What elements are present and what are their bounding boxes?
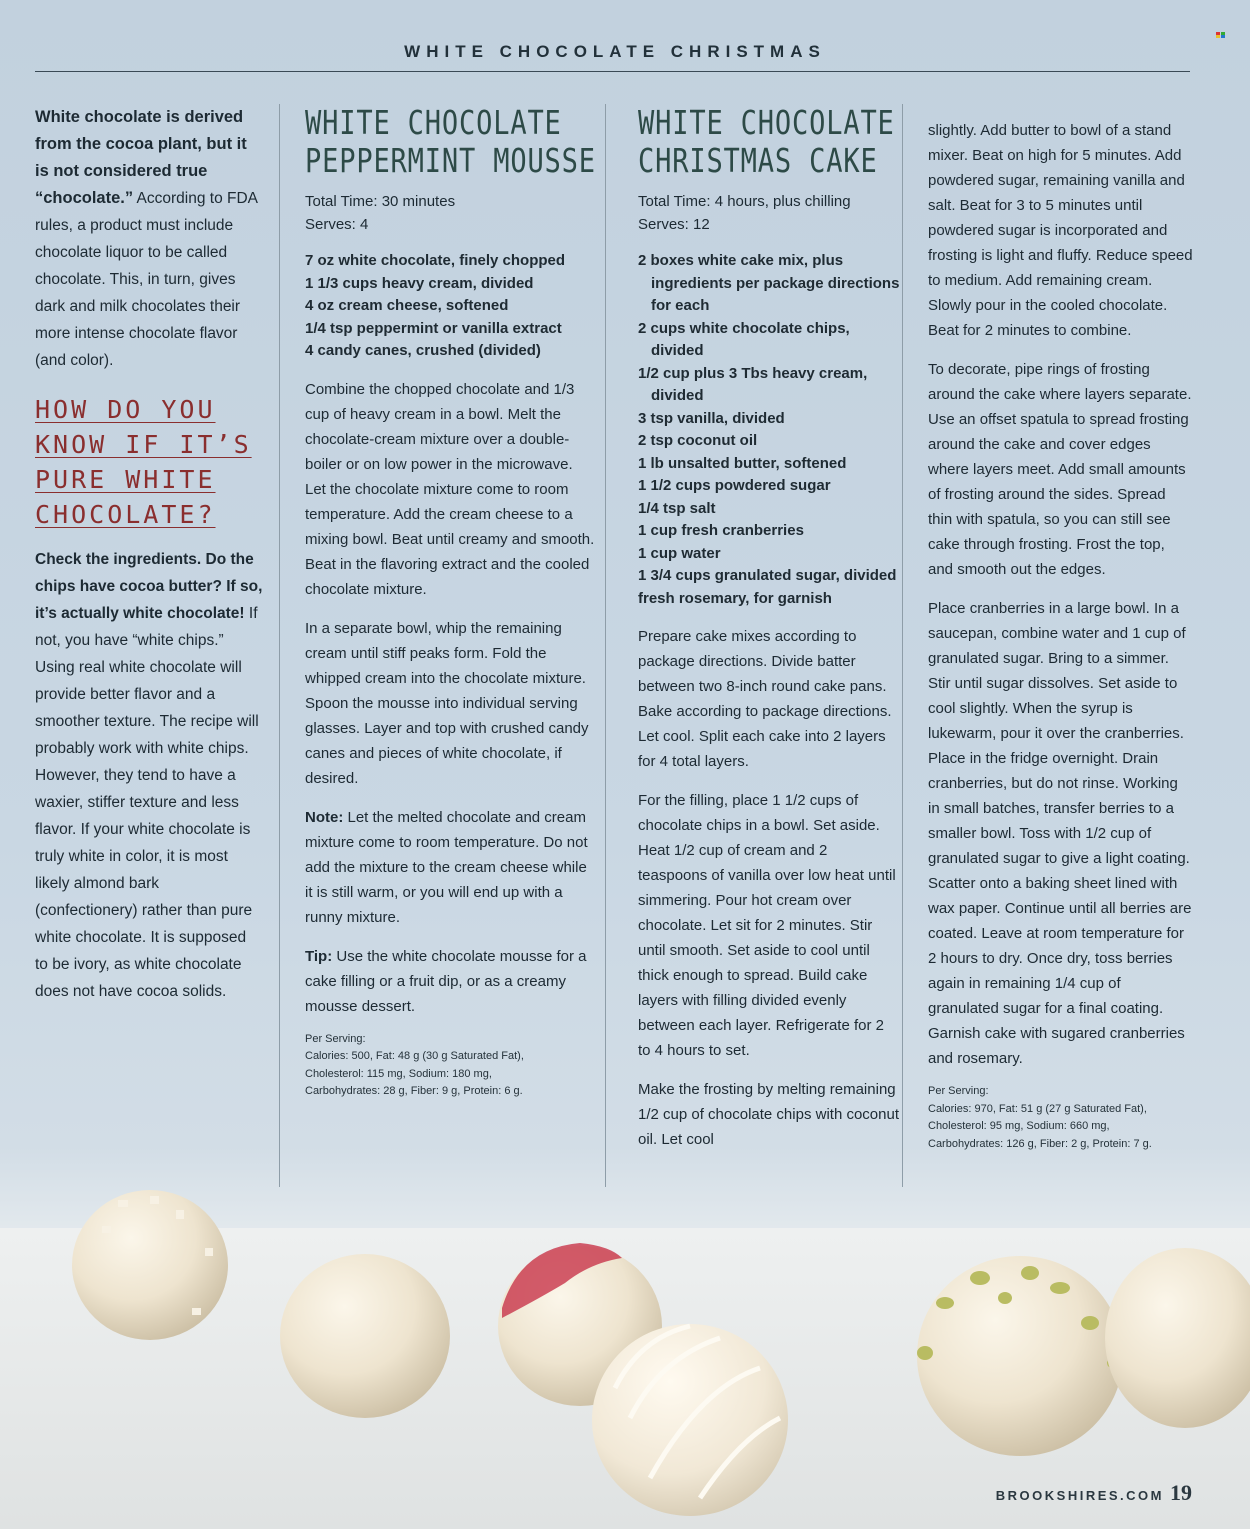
instruction-step: slightly. Add butter to bowl of a stand mixer. Beat on high for 5 minutes. Add powdered sugar, remaining vanilla and salt. Beat for 3 to 5 minutes until powdered sugar is incorporated and frosting is light and fluffy. Reduce speed to medium. Add remaining cream. Slowly pour in the cooled chocolate. Beat for 2 minutes to combine. xyxy=(928,122,1193,339)
answer-bold-text: Check the ingredients. Do the chips have cocoa butter? If so, it’s actually white chocolate! xyxy=(35,551,263,622)
recipe-title-line: WHITE CHOCOLATE xyxy=(305,103,562,142)
section-title: WHITE CHOCOLATE CHRISTMAS xyxy=(404,42,826,61)
instruction-step: Combine the chopped chocolate and 1/3 cup of heavy cream in a bowl. Melt the chocolate-cream mixture over a double-boiler or on low power in the microwave. Let the chocolate mixture come to room temperature. Add the cream cheese to a mixing bowl. Beat until creamy and smooth. Beat in the flavoring extract and the cooled chocolate mixture. xyxy=(305,380,595,598)
ingredient-item: 2 cups white chocolate chips, divided xyxy=(638,319,850,359)
page-number: 19 xyxy=(1170,1480,1192,1505)
tip-text: Use the white chocolate mousse for a cake filling or a fruit dip, or as a creamy mousse dessert. xyxy=(305,947,587,1015)
nutrition-info xyxy=(305,1031,595,1101)
ingredient-item: 1/4 tsp salt xyxy=(638,499,716,517)
ingredient-list xyxy=(305,250,595,363)
nutrition-line: Per Serving: xyxy=(305,1032,366,1045)
serves: Serves: 4 xyxy=(305,216,369,233)
nutrition-line: Calories: 500, Fat: 48 g (30 g Saturated Fat), xyxy=(305,1050,524,1062)
ingredient-item: 1 cup water xyxy=(638,544,721,562)
footer-site: BROOKSHIRES.COM xyxy=(995,1488,1164,1503)
ingredient-item: 1 lb unsalted butter, softened xyxy=(638,454,847,472)
truffles-photo xyxy=(0,1188,1250,1529)
cake-recipe-continued xyxy=(928,104,1193,1153)
recipe-title xyxy=(305,103,596,180)
ingredient-item: 3 tsp vanilla, divided xyxy=(638,409,785,427)
recipe-meta xyxy=(305,190,595,236)
page-footer xyxy=(996,1480,1192,1506)
sidebar-column xyxy=(35,104,263,1005)
total-time: Total Time: 4 hours, plus chilling xyxy=(638,193,851,210)
answer-text: If not, you have “white chips.” Using real white chocolate will provide better flavor and a smoother texture. The recipe will probably work with white chips. However, they tend to have a waxier, stiffer texture and less flavor. If your white chocolate is truly white in color, it is most likely almond bark (confectionery) rather than pure white chocolate. It is supposed to be ivory, as white chocolate does not have cocoa solids. xyxy=(35,605,259,1000)
instruction-step: Make the frosting by melting remaining 1/2 cup of chocolate chips with coconut oil. Let cool xyxy=(638,1081,899,1148)
recipe-meta xyxy=(638,190,900,236)
tip-label: Tip: xyxy=(305,947,333,965)
ingredient-item: 1 cup fresh cranberries xyxy=(638,522,804,539)
nutrition-line: Carbohydrates: 126 g, Fiber: 2 g, Protein: 7 g. xyxy=(928,1137,1152,1150)
brand-logo-icon xyxy=(1216,32,1226,38)
nutrition-line: Cholesterol: 115 mg, Sodium: 180 mg, xyxy=(305,1067,492,1080)
recipe-title-line: CHRISTMAS CAKE xyxy=(638,141,878,180)
instruction-step: To decorate, pipe rings of frosting around the cake where layers separate. Use an offset spatula to spread frosting around the cake and cover edges where layers meet. Add small amounts of frosting around the sides. Spread thin with spatula, so you can still see cake through frosting. Frost the top, and smooth out the edges. xyxy=(928,361,1192,578)
ingredient-item: 1/2 cup plus 3 Tbs heavy cream, divided xyxy=(638,364,868,404)
ingredient-item: 4 candy canes, crushed (divided) xyxy=(305,342,541,359)
nutrition-line: Cholesterol: 95 mg, Sodium: 660 mg, xyxy=(928,1120,1110,1132)
ingredient-item: 4 oz cream cheese, softened xyxy=(305,297,509,314)
instruction-step: Place cranberries in a large bowl. In a saucepan, combine water and 1 cup of granulated sugar. Bring to a simmer. Stir until sugar dissolves. Set aside to cool slightly. When the syrup is lukewarm, pour it over the cranberries. Place in the fridge overnight. Drain cranberries, but do not rinse. Working in small batches, transfer berries to a smaller bowl. Toss with 1/2 cup of granulated sugar to give a light coating. Scatter onto a baking sheet lined with wax paper. Continue until all berries are coated. Leave at room temperature for 2 hours to dry. Once dry, toss berries again in remaining 1/4 cup of granulated sugar for a final coating. Garnish cake with sugared cranberries and rosemary. xyxy=(928,600,1192,1067)
ingredient-item: fresh rosemary, for garnish xyxy=(638,589,832,607)
column-divider xyxy=(279,104,280,1187)
note-label: Note: xyxy=(305,808,344,826)
ingredient-item: 7 oz white chocolate, finely chopped xyxy=(305,252,566,269)
instruction-step: In a separate bowl, whip the remaining cream until stiff peaks form. Fold the whipped cream into the chocolate mixture. Spoon the mousse into individual serving glasses. Layer and top with crushed candy canes and pieces of white chocolate, if desired. xyxy=(305,619,589,787)
instruction-step: Prepare cake mixes according to package directions. Divide batter between two 8-inch round cake pans. Bake according to package directions. Let cool. Split each cake into 2 layers for 4 total layers. xyxy=(638,628,892,770)
ingredient-item: 1 1/2 cups powdered sugar xyxy=(638,477,831,494)
sidebar-heading: HOW DO YOU KNOW IF IT’S PURE WHITE CHOCOLATE? xyxy=(35,395,252,529)
recipe-title xyxy=(638,103,895,180)
nutrition-line: Per Serving: xyxy=(928,1085,989,1097)
ingredient-item: 2 tsp coconut oil xyxy=(638,432,758,449)
intro-text: According to FDA rules, a product must include chocolate liquor to be called chocolate. This, in turn, gives dark and milk chocolates their more intense chocolate flavor (and color). xyxy=(35,190,258,369)
intro-paragraph xyxy=(35,104,263,374)
nutrition-line: Carbohydrates: 28 g, Fiber: 9 g, Protein: 6 g. xyxy=(305,1085,523,1097)
ingredient-item: 1 3/4 cups granulated sugar, divided xyxy=(638,567,897,584)
nutrition-line: Calories: 970, Fat: 51 g (27 g Saturated Fat), xyxy=(928,1102,1147,1115)
ingredient-item: 1 1/3 cups heavy cream, divided xyxy=(305,274,534,292)
recipe-title-line: PEPPERMINT MOUSSE xyxy=(305,141,596,180)
note-text: Let the melted chocolate and cream mixture come to room temperature. Do not add the mixture to the cream cheese while it is still warm, or you will end up with a runny mixture. xyxy=(305,808,588,926)
cake-recipe xyxy=(638,104,900,1152)
mousse-recipe xyxy=(305,104,595,1101)
nutrition-info xyxy=(928,1083,1193,1153)
ingredient-list xyxy=(638,250,900,610)
header-divider xyxy=(35,71,1190,72)
column-divider xyxy=(605,104,606,1187)
total-time: Total Time: 30 minutes xyxy=(305,193,456,210)
note-paragraph xyxy=(305,805,595,930)
tip-paragraph xyxy=(305,944,595,1019)
intro-bold-text: White chocolate is derived from the cocoa plant, but it is not considered true “chocolate.” xyxy=(35,108,247,207)
serves: Serves: 12 xyxy=(638,216,710,233)
column-divider xyxy=(902,104,903,1187)
recipe-title-line: WHITE CHOCOLATE xyxy=(638,103,895,142)
ingredient-item: 1/4 tsp peppermint or vanilla extract xyxy=(305,319,562,337)
instruction-step: For the filling, place 1 1/2 cups of chocolate chips in a bowl. Set aside. Heat 1/2 cup of cream and 2 teaspoons of vanilla over low heat until simmering. Pour hot cream over chocolate. Let sit for 2 minutes. Stir until smooth. Set aside to cool until thick enough to spread. Build cake layers with filling divided evenly between each layer. Refrigerate for 2 to 4 hours to set. xyxy=(638,792,896,1059)
ingredient-item: 2 boxes white cake mix, plus ingredients per package directions for each xyxy=(638,252,900,314)
answer-paragraph xyxy=(35,546,263,1005)
